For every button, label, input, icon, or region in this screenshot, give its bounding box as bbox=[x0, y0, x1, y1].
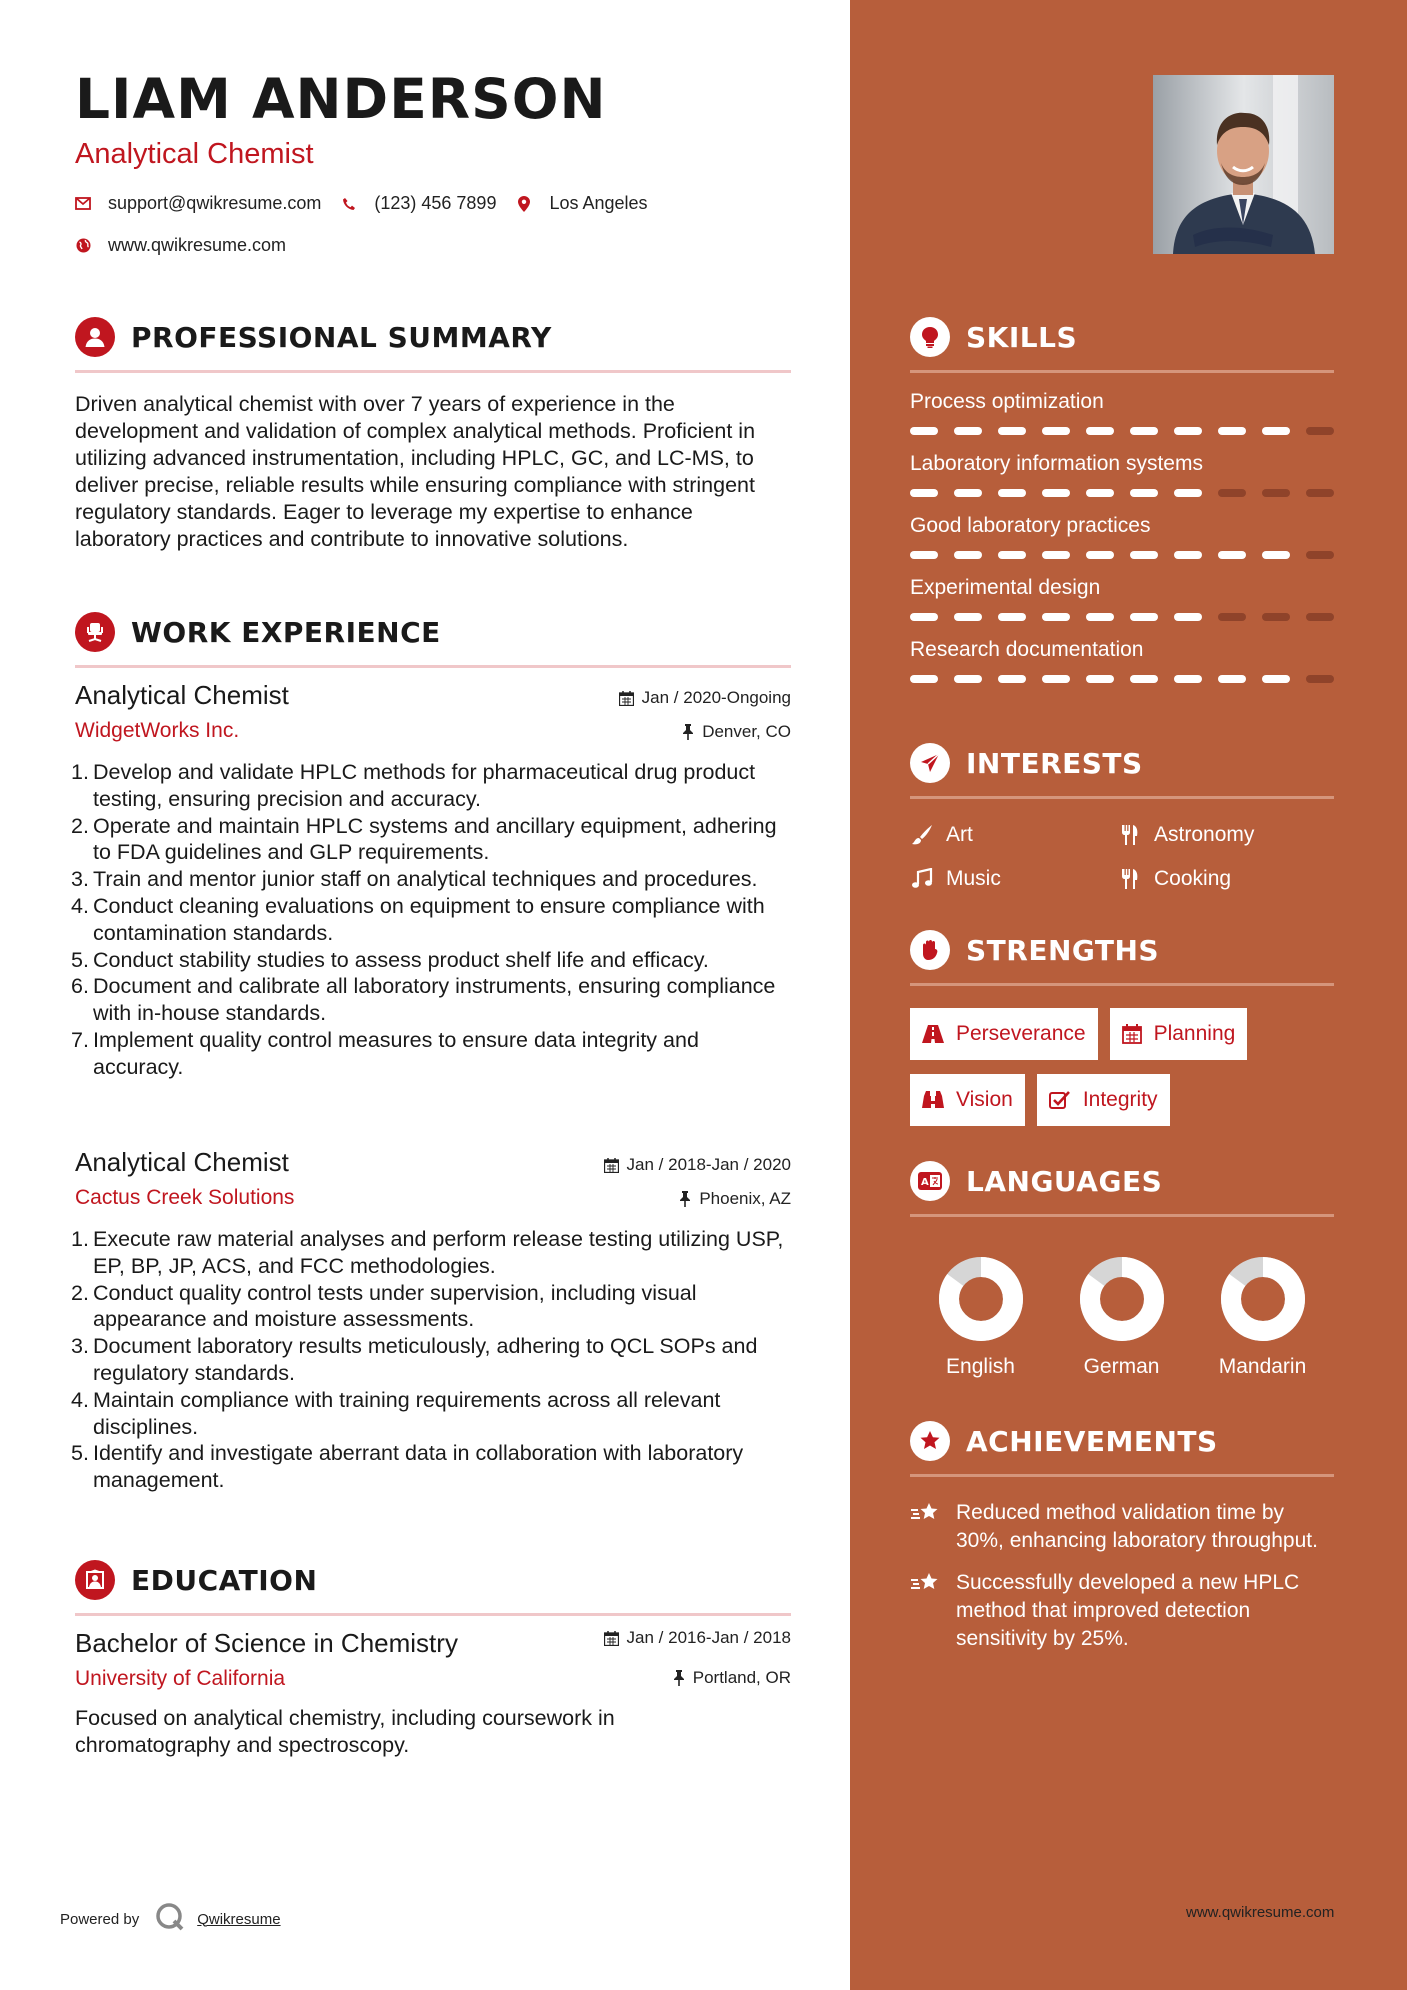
education-date-text: Jan / 2016-Jan / 2018 bbox=[626, 1628, 791, 1647]
bullet-item bbox=[71, 1226, 791, 1280]
strength-badge bbox=[1037, 1074, 1170, 1126]
job-title: Analytical Chemist bbox=[75, 1147, 289, 1177]
achievement-item bbox=[910, 1499, 1334, 1555]
rating-dot-empty bbox=[1218, 489, 1246, 497]
bullet-number: 3. bbox=[71, 867, 89, 892]
section-divider bbox=[910, 796, 1334, 799]
rating-dot-filled bbox=[1086, 427, 1114, 435]
lightbulb-icon bbox=[910, 317, 950, 357]
skill-rating bbox=[910, 551, 1334, 559]
phone-text: (123) 456 7899 bbox=[374, 193, 497, 213]
education-section bbox=[75, 1559, 791, 1616]
rating-dot-filled bbox=[1042, 489, 1070, 497]
rating-dot-empty bbox=[1306, 427, 1334, 435]
rating-dot-filled bbox=[954, 427, 982, 435]
rating-dot-filled bbox=[998, 675, 1026, 683]
calendar-icon bbox=[1122, 1024, 1142, 1044]
interest-item bbox=[910, 867, 1118, 891]
interest-label: Astronomy bbox=[1154, 823, 1255, 846]
skill-rating bbox=[910, 489, 1334, 497]
utensils-icon bbox=[1118, 823, 1142, 847]
job-location bbox=[679, 1189, 791, 1209]
rating-dot-empty bbox=[1218, 613, 1246, 621]
skill-name: Experimental design bbox=[910, 576, 1101, 599]
binoculars-icon bbox=[922, 1090, 944, 1110]
rating-dot-filled bbox=[1130, 675, 1158, 683]
rating-dot-filled bbox=[998, 489, 1026, 497]
bullet-number: 5. bbox=[71, 947, 89, 972]
skill-item bbox=[910, 511, 1334, 559]
candidate-name: LIAM ANDERSON bbox=[75, 67, 607, 131]
interests-heading: INTERESTS bbox=[966, 746, 1143, 780]
bullet-text: Maintain compliance with training requirements across all relevant disciplines. bbox=[93, 1387, 721, 1439]
skills-list bbox=[910, 387, 1334, 683]
bullet-item bbox=[71, 1440, 791, 1494]
rating-dot-filled bbox=[954, 489, 982, 497]
interest-item bbox=[910, 823, 1118, 847]
bullet-number: 1. bbox=[71, 760, 89, 784]
pushpin-icon bbox=[679, 1191, 691, 1207]
rating-dot-empty bbox=[1306, 613, 1334, 621]
rating-dot-filled bbox=[1086, 489, 1114, 497]
bullet-text: Conduct quality control tests under supervision, including visual appearance and moisture assessments. bbox=[93, 1280, 697, 1332]
languages-section bbox=[910, 1160, 1334, 1379]
rating-dot-filled bbox=[954, 551, 982, 559]
graduation-icon bbox=[75, 1560, 115, 1600]
bullet-item bbox=[71, 1333, 791, 1387]
rating-dot-filled bbox=[910, 675, 938, 683]
rating-dot-filled bbox=[1218, 551, 1246, 559]
bullet-item bbox=[71, 866, 791, 893]
job-date-text: Jan / 2018-Jan / 2020 bbox=[626, 1155, 791, 1174]
bullet-number: 5. bbox=[71, 1441, 89, 1466]
rating-dot-filled bbox=[1130, 427, 1158, 435]
bullet-text: Document and calibrate all laboratory instruments, ensuring compliance with in-house standards. bbox=[93, 974, 776, 1026]
interest-item bbox=[1118, 823, 1326, 847]
footer-website[interactable]: www.qwikresume.com bbox=[1186, 1904, 1335, 1921]
rating-dot-filled bbox=[954, 613, 982, 621]
profile-photo bbox=[1153, 75, 1334, 254]
contact-row bbox=[75, 193, 668, 214]
utensils-icon bbox=[1118, 867, 1142, 891]
rating-dot-filled bbox=[998, 551, 1026, 559]
bullet-text: Implement quality control measures to ensure data integrity and accuracy. bbox=[93, 1027, 699, 1079]
paper-plane-icon bbox=[910, 743, 950, 783]
job-entry bbox=[71, 1147, 791, 1494]
school-name: University of California bbox=[75, 1667, 286, 1690]
rating-dot-filled bbox=[1042, 427, 1070, 435]
skill-name: Good laboratory practices bbox=[910, 514, 1151, 537]
education-entry bbox=[75, 1628, 791, 1759]
envelope-icon bbox=[75, 196, 91, 212]
rating-dot-filled bbox=[1130, 551, 1158, 559]
pushpin-icon bbox=[682, 724, 694, 740]
skill-item bbox=[910, 387, 1334, 435]
check-square-icon bbox=[1049, 1090, 1071, 1110]
calendar-icon bbox=[619, 691, 634, 706]
bullet-item bbox=[71, 973, 791, 1027]
bullet-number: 4. bbox=[71, 1387, 89, 1412]
strength-label: Planning bbox=[1153, 1022, 1236, 1045]
language-proficiency-ring bbox=[1221, 1257, 1305, 1341]
language-name: Mandarin bbox=[1218, 1355, 1307, 1378]
bullet-text: Operate and maintain HPLC systems and ancillary equipment, adhering to FDA guidelines and GLP requirements. bbox=[93, 813, 777, 865]
rating-dot-empty bbox=[1306, 551, 1334, 559]
job-date bbox=[604, 1155, 791, 1175]
rating-dot-filled bbox=[1174, 427, 1202, 435]
paintbrush-icon bbox=[910, 823, 934, 847]
summary-section bbox=[75, 316, 791, 553]
rating-dot-filled bbox=[1262, 675, 1290, 683]
skill-rating bbox=[910, 427, 1334, 435]
bullet-text: Conduct stability studies to assess product shelf life and efficacy. bbox=[93, 947, 709, 972]
map-marker-icon bbox=[516, 196, 532, 212]
rating-dot-filled bbox=[1130, 489, 1158, 497]
rating-dot-filled bbox=[910, 551, 938, 559]
job-entry bbox=[71, 680, 791, 1081]
bullet-item bbox=[71, 813, 791, 867]
skill-rating bbox=[910, 613, 1334, 621]
star-badge-icon bbox=[910, 1421, 950, 1461]
road-icon bbox=[922, 1025, 944, 1043]
strengths-heading: STRENGTHS bbox=[966, 933, 1160, 967]
svg-text:A: A bbox=[921, 1177, 929, 1188]
skill-rating bbox=[910, 675, 1334, 683]
education-date bbox=[604, 1628, 791, 1648]
achievement-text: Successfully developed a new HPLC method that improved detection sensitivity by 25%. bbox=[956, 1571, 1300, 1650]
section-divider bbox=[910, 1214, 1334, 1217]
bullet-item bbox=[71, 759, 791, 813]
bullet-item bbox=[71, 1387, 791, 1441]
section-divider bbox=[910, 370, 1334, 373]
job-bullets bbox=[71, 1226, 791, 1494]
language-proficiency-ring bbox=[939, 1257, 1023, 1341]
powered-by-label: Powered by bbox=[60, 1910, 140, 1928]
language-item bbox=[1192, 1257, 1333, 1379]
skills-section bbox=[910, 316, 1334, 683]
skill-item bbox=[910, 635, 1334, 683]
language-name: English bbox=[946, 1355, 1015, 1378]
email-link[interactable]: support@qwikresume.com bbox=[108, 193, 322, 213]
languages-list bbox=[910, 1257, 1334, 1379]
rating-dot-filled bbox=[954, 675, 982, 683]
languages-heading: LANGUAGES bbox=[966, 1164, 1163, 1198]
job-date-text: Jan / 2020-Ongoing bbox=[641, 688, 791, 707]
rating-dot-empty bbox=[1306, 489, 1334, 497]
qwikresume-link[interactable]: Qwikresume bbox=[197, 1910, 281, 1928]
interest-label: Music bbox=[946, 867, 1001, 890]
bullet-number: 2. bbox=[71, 813, 89, 838]
experience-section bbox=[75, 611, 791, 668]
section-divider bbox=[75, 370, 791, 373]
rating-dot-filled bbox=[1042, 613, 1070, 621]
pushpin-icon bbox=[673, 1670, 685, 1686]
interests-grid bbox=[910, 823, 1334, 891]
section-divider bbox=[75, 1613, 791, 1616]
candidate-title: Analytical Chemist bbox=[75, 138, 314, 170]
interests-section bbox=[910, 742, 1334, 891]
bullet-number: 3. bbox=[71, 1334, 89, 1359]
education-location bbox=[673, 1668, 791, 1688]
strength-badges bbox=[910, 1008, 1334, 1126]
rating-dot-empty bbox=[1306, 675, 1334, 683]
calendar-icon bbox=[604, 1631, 619, 1646]
skill-name: Process optimization bbox=[910, 390, 1104, 413]
user-icon bbox=[75, 317, 115, 357]
interest-label: Art bbox=[946, 823, 973, 846]
achievement-item bbox=[910, 1569, 1334, 1653]
rating-dot-filled bbox=[910, 613, 938, 621]
globe-icon bbox=[75, 238, 91, 254]
bullet-item bbox=[71, 1027, 791, 1081]
skill-item bbox=[910, 449, 1334, 497]
rating-dot-filled bbox=[998, 613, 1026, 621]
education-location-text: Portland, OR bbox=[692, 1668, 791, 1687]
section-divider bbox=[910, 983, 1334, 986]
shooting-star-icon bbox=[910, 1499, 942, 1527]
rating-dot-filled bbox=[1262, 551, 1290, 559]
bullet-number: 1. bbox=[71, 1227, 89, 1251]
strength-badge bbox=[910, 1008, 1098, 1060]
website-row bbox=[75, 235, 306, 256]
bullet-item bbox=[71, 1280, 791, 1334]
language-name: German bbox=[1083, 1355, 1160, 1378]
achievements-section bbox=[910, 1420, 1334, 1653]
skill-name: Laboratory information systems bbox=[910, 452, 1203, 475]
skill-item bbox=[910, 573, 1334, 621]
rating-dot-filled bbox=[1262, 427, 1290, 435]
rating-dot-filled bbox=[998, 427, 1026, 435]
rating-dot-filled bbox=[1086, 613, 1114, 621]
job-title: Analytical Chemist bbox=[75, 680, 289, 710]
education-heading: EDUCATION bbox=[131, 1563, 318, 1597]
bullet-text: Document laboratory results meticulously, adhering to QCL SOPs and regulatory standards. bbox=[93, 1334, 758, 1385]
language-item bbox=[1051, 1257, 1192, 1379]
location-text: Los Angeles bbox=[549, 193, 648, 213]
strengths-section bbox=[910, 929, 1334, 1126]
strength-label: Perseverance bbox=[956, 1022, 1086, 1045]
interest-label: Cooking bbox=[1154, 867, 1232, 890]
summary-heading: PROFESSIONAL SUMMARY bbox=[131, 320, 552, 354]
rating-dot-filled bbox=[1174, 489, 1202, 497]
strength-badge bbox=[1110, 1008, 1248, 1060]
bullet-number: 4. bbox=[71, 893, 89, 918]
summary-text: Driven analytical chemist with over 7 years of experience in the development and validation of complex analytical methods. Proficient in utilizing advanced instrumentation, including HPLC, GC, and LC-MS, to deliver precise, reliable results while ensuring compliance with stringent regulatory standards. Eager to leverage my expertise to enhance laboratory practices and contribute to innovative solutions. bbox=[75, 392, 756, 551]
rating-dot-filled bbox=[1086, 675, 1114, 683]
rating-dot-filled bbox=[1130, 613, 1158, 621]
bullet-text: Train and mentor junior staff on analytical techniques and procedures. bbox=[93, 867, 758, 892]
rating-dot-filled bbox=[1042, 551, 1070, 559]
rating-dot-filled bbox=[1218, 675, 1246, 683]
rating-dot-filled bbox=[1174, 675, 1202, 683]
bullet-text: Identify and investigate aberrant data in collaboration with laboratory management. bbox=[93, 1441, 744, 1493]
bullet-number: 7. bbox=[71, 1027, 89, 1052]
music-note-icon bbox=[910, 867, 934, 891]
rating-dot-filled bbox=[910, 427, 938, 435]
language-icon bbox=[910, 1161, 950, 1201]
rating-dot-filled bbox=[1086, 551, 1114, 559]
fist-icon bbox=[910, 930, 950, 970]
skill-name: Research documentation bbox=[910, 638, 1144, 661]
shooting-star-icon bbox=[910, 1569, 942, 1597]
bullet-number: 2. bbox=[71, 1280, 89, 1305]
job-company: Cactus Creek Solutions bbox=[75, 1186, 295, 1209]
education-description: Focused on analytical chemistry, including coursework in chromatography and spectroscopy. bbox=[75, 1706, 615, 1757]
rating-dot-empty bbox=[1262, 613, 1290, 621]
job-location-text: Phoenix, AZ bbox=[699, 1189, 791, 1208]
qwikresume-logo-icon bbox=[155, 1902, 185, 1936]
section-divider bbox=[75, 665, 791, 668]
language-item bbox=[910, 1257, 1051, 1379]
experience-heading: WORK EXPERIENCE bbox=[131, 615, 441, 649]
job-bullets bbox=[71, 759, 791, 1081]
powered-by bbox=[60, 1902, 281, 1936]
website-link[interactable]: www.qwikresume.com bbox=[108, 235, 287, 255]
rating-dot-filled bbox=[1174, 613, 1202, 621]
rating-dot-filled bbox=[1218, 427, 1246, 435]
language-proficiency-ring bbox=[1080, 1257, 1164, 1341]
phone-icon bbox=[341, 196, 357, 212]
job-date bbox=[619, 688, 791, 708]
bullet-number: 6. bbox=[71, 974, 89, 999]
job-company: WidgetWorks Inc. bbox=[75, 719, 240, 742]
bullet-text: Conduct cleaning evaluations on equipment to ensure compliance with contamination standards. bbox=[93, 893, 765, 945]
achievements-heading: ACHIEVEMENTS bbox=[966, 1424, 1218, 1458]
bullet-text: Develop and validate HPLC methods for pharmaceutical drug product testing, ensuring precision and accuracy. bbox=[93, 760, 756, 811]
office-chair-icon bbox=[75, 612, 115, 652]
rating-dot-filled bbox=[1042, 675, 1070, 683]
rating-dot-empty bbox=[1262, 489, 1290, 497]
bullet-item bbox=[71, 947, 791, 974]
section-divider bbox=[910, 1474, 1334, 1477]
calendar-icon bbox=[604, 1158, 619, 1173]
interest-item bbox=[1118, 867, 1326, 891]
achievement-text: Reduced method validation time by 30%, enhancing laboratory throughput. bbox=[956, 1501, 1318, 1552]
job-location-text: Denver, CO bbox=[702, 722, 791, 741]
bullet-item bbox=[71, 893, 791, 947]
rating-dot-filled bbox=[1174, 551, 1202, 559]
skills-heading: SKILLS bbox=[966, 320, 1078, 354]
strength-badge bbox=[910, 1074, 1025, 1126]
bullet-text: Execute raw material analyses and perform release testing utilizing USP, EP, BP, JP, ACS, and FCC methodologies. bbox=[93, 1227, 784, 1278]
strength-label: Integrity bbox=[1082, 1088, 1158, 1111]
strength-label: Vision bbox=[956, 1088, 1013, 1111]
rating-dot-filled bbox=[910, 489, 938, 497]
job-location bbox=[682, 722, 791, 742]
degree-title: Bachelor of Science in Chemistry bbox=[75, 1628, 458, 1658]
